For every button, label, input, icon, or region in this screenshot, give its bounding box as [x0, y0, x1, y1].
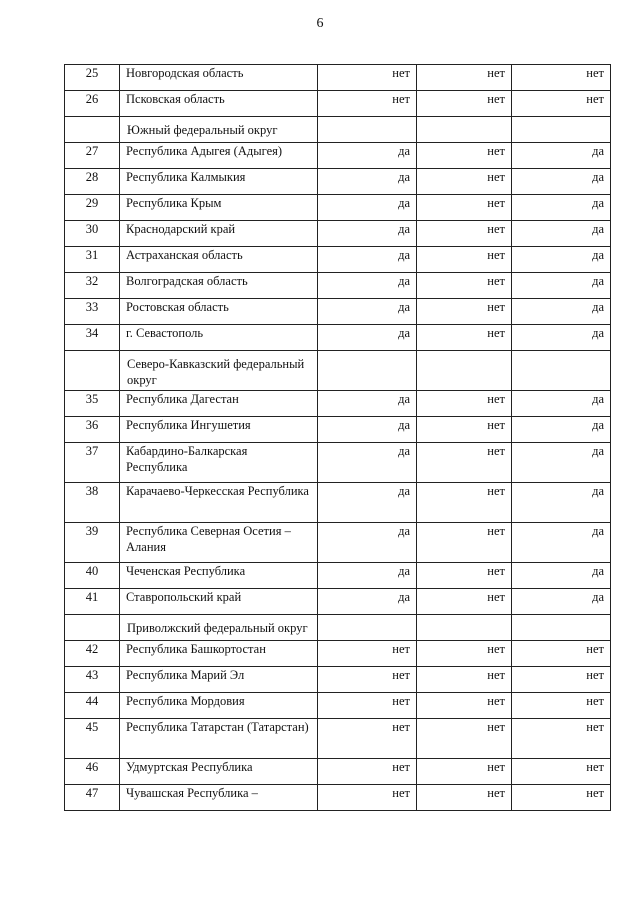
region-name-cell: Кабардино-Балкарская Республика: [120, 443, 318, 483]
row-number-cell: 39: [65, 523, 120, 563]
value-cell-3: нет: [512, 667, 611, 693]
value-cell-1: да: [318, 563, 417, 589]
value-cell-1: нет: [318, 641, 417, 667]
value-cell-2: нет: [417, 221, 512, 247]
row-number-cell: 44: [65, 693, 120, 719]
region-name-cell: Республика Марий Эл: [120, 667, 318, 693]
row-number-cell: [65, 615, 120, 641]
table-row: [65, 247, 611, 273]
row-number-cell: 34: [65, 325, 120, 351]
value-cell-1: да: [318, 391, 417, 417]
value-cell: [417, 615, 512, 641]
value-cell-2: нет: [417, 719, 512, 759]
value-cell: [512, 351, 611, 391]
value-cell-1: нет: [318, 667, 417, 693]
value-cell-2: нет: [417, 641, 512, 667]
value-cell-1: да: [318, 195, 417, 221]
row-number-cell: 25: [65, 65, 120, 91]
table-row: [65, 785, 611, 811]
table-row: [65, 719, 611, 759]
value-cell: [417, 351, 512, 391]
value-cell: [318, 117, 417, 143]
region-name-cell: Краснодарский край: [120, 221, 318, 247]
row-number-cell: 30: [65, 221, 120, 247]
region-name-cell: Чеченская Республика: [120, 563, 318, 589]
value-cell-1: нет: [318, 719, 417, 759]
region-name-cell: Астраханская область: [120, 247, 318, 273]
value-cell-3: нет: [512, 759, 611, 785]
value-cell-2: нет: [417, 65, 512, 91]
value-cell-3: нет: [512, 65, 611, 91]
table-row: [65, 195, 611, 221]
region-name-cell: Республика Башкортостан: [120, 641, 318, 667]
region-name-cell: Псковская область: [120, 91, 318, 117]
table-row: [65, 483, 611, 523]
value-cell-1: нет: [318, 759, 417, 785]
row-number-cell: 28: [65, 169, 120, 195]
value-cell: [512, 615, 611, 641]
region-name-cell: Удмуртская Республика: [120, 759, 318, 785]
value-cell-1: да: [318, 143, 417, 169]
value-cell-2: нет: [417, 589, 512, 615]
value-cell-1: да: [318, 589, 417, 615]
district-header-row: [65, 615, 611, 641]
value-cell: [318, 615, 417, 641]
row-number-cell: 40: [65, 563, 120, 589]
row-number-cell: 29: [65, 195, 120, 221]
value-cell-1: да: [318, 221, 417, 247]
value-cell-3: да: [512, 523, 611, 563]
row-number-cell: 33: [65, 299, 120, 325]
row-number-cell: 41: [65, 589, 120, 615]
value-cell-3: да: [512, 483, 611, 523]
value-cell-1: да: [318, 443, 417, 483]
table-row: [65, 443, 611, 483]
region-name-cell: Республика Северная Осетия – Алания: [120, 523, 318, 563]
table-row: [65, 391, 611, 417]
value-cell-3: да: [512, 417, 611, 443]
table-row: [65, 667, 611, 693]
value-cell-1: нет: [318, 693, 417, 719]
region-name-cell: Ставропольский край: [120, 589, 318, 615]
table-row: [65, 641, 611, 667]
value-cell-3: да: [512, 169, 611, 195]
region-name-cell: Республика Татарстан (Татарстан): [120, 719, 318, 759]
table-row: [65, 221, 611, 247]
district-header-row: [65, 351, 611, 391]
value-cell-3: да: [512, 391, 611, 417]
row-number-cell: 36: [65, 417, 120, 443]
value-cell-3: да: [512, 589, 611, 615]
region-name-cell: Республика Мордовия: [120, 693, 318, 719]
table-row: [65, 273, 611, 299]
row-number-cell: 32: [65, 273, 120, 299]
value-cell-1: да: [318, 299, 417, 325]
region-name-cell: Республика Ингушетия: [120, 417, 318, 443]
value-cell-2: нет: [417, 247, 512, 273]
value-cell-3: да: [512, 443, 611, 483]
value-cell-2: нет: [417, 759, 512, 785]
value-cell-1: нет: [318, 91, 417, 117]
table-row: [65, 563, 611, 589]
value-cell-2: нет: [417, 483, 512, 523]
table-row: [65, 589, 611, 615]
value-cell-1: да: [318, 247, 417, 273]
value-cell-1: да: [318, 325, 417, 351]
value-cell-2: нет: [417, 523, 512, 563]
region-name-cell: Республика Калмыкия: [120, 169, 318, 195]
value-cell-2: нет: [417, 195, 512, 221]
value-cell: [512, 117, 611, 143]
table-row: [65, 91, 611, 117]
value-cell-3: да: [512, 325, 611, 351]
value-cell-1: да: [318, 483, 417, 523]
value-cell-3: нет: [512, 785, 611, 811]
table-row: [65, 65, 611, 91]
value-cell-2: нет: [417, 91, 512, 117]
value-cell-1: да: [318, 273, 417, 299]
value-cell-3: да: [512, 563, 611, 589]
region-name-cell: Чувашская Республика –: [120, 785, 318, 811]
district-name-cell: Приволжский федеральный округ: [120, 615, 318, 641]
table-row: [65, 299, 611, 325]
value-cell-2: нет: [417, 417, 512, 443]
row-number-cell: 43: [65, 667, 120, 693]
row-number-cell: 37: [65, 443, 120, 483]
value-cell-2: нет: [417, 143, 512, 169]
region-name-cell: Ростовская область: [120, 299, 318, 325]
value-cell-2: нет: [417, 299, 512, 325]
value-cell-2: нет: [417, 443, 512, 483]
value-cell-2: нет: [417, 667, 512, 693]
region-name-cell: Республика Адыгея (Адыгея): [120, 143, 318, 169]
value-cell-1: да: [318, 417, 417, 443]
value-cell-3: да: [512, 247, 611, 273]
value-cell-3: нет: [512, 91, 611, 117]
district-header-row: [65, 117, 611, 143]
table-row: [65, 417, 611, 443]
table-row: [65, 759, 611, 785]
region-name-cell: Республика Крым: [120, 195, 318, 221]
row-number-cell: [65, 117, 120, 143]
table-row: [65, 143, 611, 169]
value-cell-2: нет: [417, 785, 512, 811]
table-row: [65, 523, 611, 563]
region-name-cell: Волгоградская область: [120, 273, 318, 299]
value-cell-3: нет: [512, 719, 611, 759]
row-number-cell: 26: [65, 91, 120, 117]
row-number-cell: [65, 351, 120, 391]
value-cell-3: да: [512, 299, 611, 325]
value-cell: [318, 351, 417, 391]
table-row: [65, 169, 611, 195]
table-row: [65, 693, 611, 719]
district-name-cell: Южный федеральный округ: [120, 117, 318, 143]
row-number-cell: 38: [65, 483, 120, 523]
value-cell-3: да: [512, 143, 611, 169]
value-cell-1: да: [318, 523, 417, 563]
row-number-cell: 45: [65, 719, 120, 759]
region-name-cell: Карачаево-Черкесская Республика: [120, 483, 318, 523]
value-cell-1: нет: [318, 65, 417, 91]
value-cell-3: да: [512, 273, 611, 299]
value-cell-3: нет: [512, 693, 611, 719]
value-cell-2: нет: [417, 563, 512, 589]
page-number: 6: [316, 16, 324, 31]
value-cell-2: нет: [417, 693, 512, 719]
row-number-cell: 31: [65, 247, 120, 273]
row-number-cell: 27: [65, 143, 120, 169]
value-cell: [417, 117, 512, 143]
value-cell-1: да: [318, 169, 417, 195]
value-cell-2: нет: [417, 169, 512, 195]
table-body: [65, 65, 611, 811]
region-name-cell: г. Севастополь: [120, 325, 318, 351]
value-cell-1: нет: [318, 785, 417, 811]
region-name-cell: Новгородская область: [120, 65, 318, 91]
value-cell-3: да: [512, 221, 611, 247]
row-number-cell: 42: [65, 641, 120, 667]
row-number-cell: 47: [65, 785, 120, 811]
value-cell-3: нет: [512, 641, 611, 667]
row-number-cell: 46: [65, 759, 120, 785]
value-cell-2: нет: [417, 273, 512, 299]
row-number-cell: 35: [65, 391, 120, 417]
table-row: [65, 325, 611, 351]
value-cell-2: нет: [417, 325, 512, 351]
district-name-cell: Северо-Кавказский федеральный округ: [120, 351, 318, 391]
regions-table: [64, 64, 611, 811]
region-name-cell: Республика Дагестан: [120, 391, 318, 417]
value-cell-3: да: [512, 195, 611, 221]
value-cell-2: нет: [417, 391, 512, 417]
